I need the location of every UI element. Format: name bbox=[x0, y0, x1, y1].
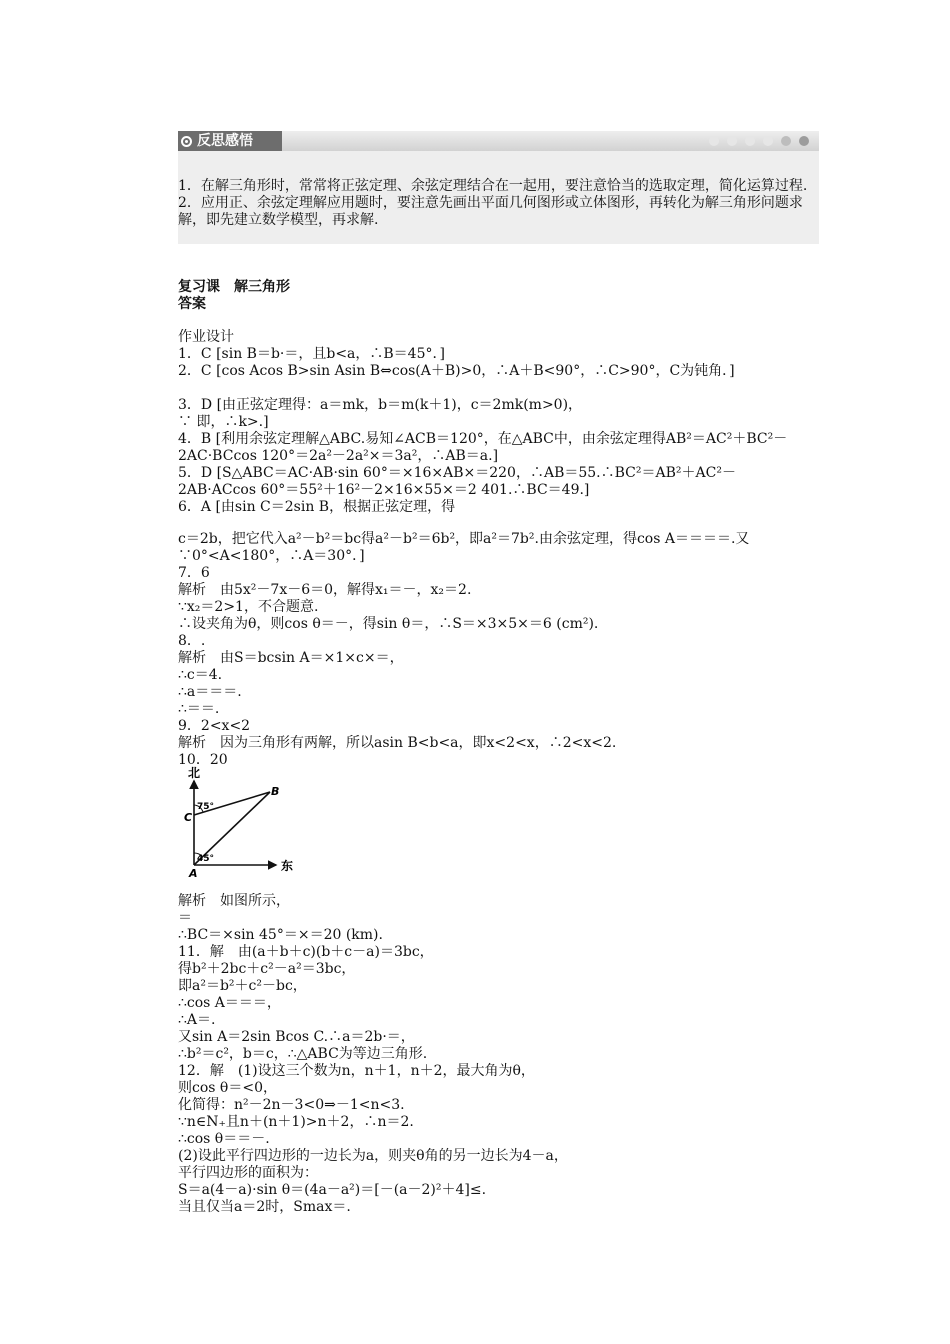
answer-line: 化简得：n²－2n－3<0⇒－1<n<3. bbox=[178, 1097, 405, 1113]
answer-line: ∴c＝4. bbox=[178, 667, 223, 683]
triangle-diagram bbox=[178, 763, 298, 893]
dot-icon bbox=[781, 136, 791, 146]
section-tag-label: 反思感悟 bbox=[197, 133, 253, 149]
answer-line: 解析 因为三角形有两解，所以asin B<b<a，即x<2<x，∴2<x<2. bbox=[178, 735, 617, 751]
answer-line: 平行四边形的面积为： bbox=[178, 1165, 318, 1181]
reflection-text bbox=[178, 178, 808, 229]
answer-line: 11．解 由(a＋b＋c)(b＋c－a)＝3bc， bbox=[178, 944, 434, 960]
angle-a-label: 45° bbox=[197, 854, 215, 864]
answer-line: ∴＝＝. bbox=[178, 701, 220, 717]
point-c-label: C bbox=[184, 811, 193, 824]
answer-line: (2)设此平行四边形的一边长为a，则夹θ角的另一边长为4－a， bbox=[178, 1148, 568, 1164]
north-label: 北 bbox=[188, 766, 201, 780]
dot-icon bbox=[709, 136, 719, 146]
answer-line: ∵n∈N₊且n＋(n＋1)>n＋2，∴n＝2. bbox=[178, 1114, 414, 1130]
reflection-point-2: 2．应用正、余弦定理解应用题时，要注意先画出平面几何图形或立体图形，再转化为解三角形问题求解，即先建立数学模型，再求解. bbox=[178, 195, 803, 228]
bullet-circle-icon bbox=[181, 136, 192, 147]
answer-line: ＝ bbox=[178, 910, 192, 926]
section-title bbox=[178, 279, 290, 295]
answer-line: 即a²＝b²＋c²－bc， bbox=[178, 978, 307, 994]
answer-line: 解析 由5x²－7x－6＝0，解得x₁＝－，x₂＝2. bbox=[178, 582, 472, 598]
answer-line: ∴A＝. bbox=[178, 1012, 216, 1028]
answer-line: ∴cos A＝＝＝， bbox=[178, 995, 281, 1011]
point-b-label: B bbox=[271, 785, 280, 798]
section-tag bbox=[178, 131, 282, 151]
reflection-point-1: 1．在解三角形时，常常将正弦定理、余弦定理结合在一起用，要注意恰当的选取定理，简化运算过程. bbox=[178, 178, 808, 194]
answer-line: 作业设计 bbox=[178, 329, 234, 345]
east-label: 东 bbox=[281, 859, 294, 873]
answer-line: ∴cos θ＝＝－. bbox=[178, 1131, 270, 1147]
dot-icon bbox=[745, 136, 755, 146]
answer-line: 4．B [利用余弦定理解△ABC.易知∠ACB＝120°，在△ABC中，由余弦定理得AB²＝AC²＋BC²－2AC·BCcos 120°＝2a²－2a²×＝3a²，∴AB＝a.] bbox=[178, 431, 788, 464]
answer-line: ∴b²＝c²，b＝c，∴△ABC为等边三角形. bbox=[178, 1046, 428, 1062]
answer-line: 6．A [由sin C＝2sin B，根据正弦定理，得 bbox=[178, 499, 456, 515]
answer-line: c＝2b，把它代入a²－b²＝bc得a²－b²＝6b²，即a²＝7b².由余弦定理，得cos A＝＝＝＝.又∵0°<A<180°，∴A＝30°．] bbox=[178, 531, 750, 564]
answer-line: 1．C [sin B＝b·＝，且b<a，∴B＝45°．] bbox=[178, 346, 445, 362]
answer-line: 又sin A＝2sin Bcos C.∴a＝2b·＝， bbox=[178, 1029, 415, 1045]
dot-icon bbox=[727, 136, 737, 146]
section-title-b: 解三角形 bbox=[234, 279, 290, 295]
answer-line: ∵ 即，∴k>.] bbox=[178, 414, 269, 430]
answer-line: 解析 如图所示， bbox=[178, 893, 290, 909]
dot-icon bbox=[763, 136, 773, 146]
answer-heading: 答案 bbox=[178, 296, 206, 312]
answer-line: 3．D [由正弦定理得：a＝mk，b＝m(k＋1)，c＝2mk(m>0)， bbox=[178, 397, 583, 413]
answer-line: ∴a＝＝＝. bbox=[178, 684, 242, 700]
answer-line: 10．20 bbox=[178, 752, 228, 768]
answer-line: ∴BC＝×sin 45°＝×＝20 (km). bbox=[178, 927, 383, 943]
decorative-dots bbox=[709, 136, 809, 146]
dot-icon bbox=[799, 136, 809, 146]
section-header-band bbox=[178, 131, 819, 151]
answer-line: 7．6 bbox=[178, 565, 210, 581]
angle-c-label: 75° bbox=[197, 802, 215, 812]
triangle-diagram-svg bbox=[178, 763, 298, 893]
answer-line: ∴设夹角为θ，则cos θ＝－，得sin θ＝，∴S＝×3×5×＝6 (cm²). bbox=[178, 616, 599, 632]
section-title-a: 复习课 bbox=[178, 279, 220, 295]
answer-line: 当且仅当a＝2时，Smax＝. bbox=[178, 1199, 351, 1215]
answer-line: 2．C [cos Acos B>sin Asin B⇔cos(A＋B)>0，∴A＋B<90°，∴C>90°，C为钝角．] bbox=[178, 363, 735, 379]
answer-line: 9．2<x<2 bbox=[178, 718, 251, 734]
answer-line: 12．解 (1)设这三个数为n，n＋1，n＋2，最大角为θ， bbox=[178, 1063, 535, 1079]
answer-line: 得b²＋2bc＋c²－a²＝3bc， bbox=[178, 961, 356, 977]
answer-line: 解析 由S＝bcsin A＝×1×c×＝， bbox=[178, 650, 404, 666]
answer-line: 5．D [S△ABC＝AC·AB·sin 60°＝×16×AB×＝220，∴AB＝55.∴BC²＝AB²＋AC²－2AB·ACcos 60°＝55²＋16²－2×16×55×＝2 401.∴BC＝49.] bbox=[178, 465, 736, 498]
point-a-label: A bbox=[189, 867, 198, 880]
answer-line: 则cos θ＝<0， bbox=[178, 1080, 277, 1096]
answer-line: ∵x₂＝2>1，不合题意. bbox=[178, 599, 319, 615]
answer-line: S＝a(4－a)·sin θ＝(4a－a²)＝[－(a－2)²＋4]≤. bbox=[178, 1182, 487, 1198]
answer-line: 8．. bbox=[178, 633, 206, 649]
